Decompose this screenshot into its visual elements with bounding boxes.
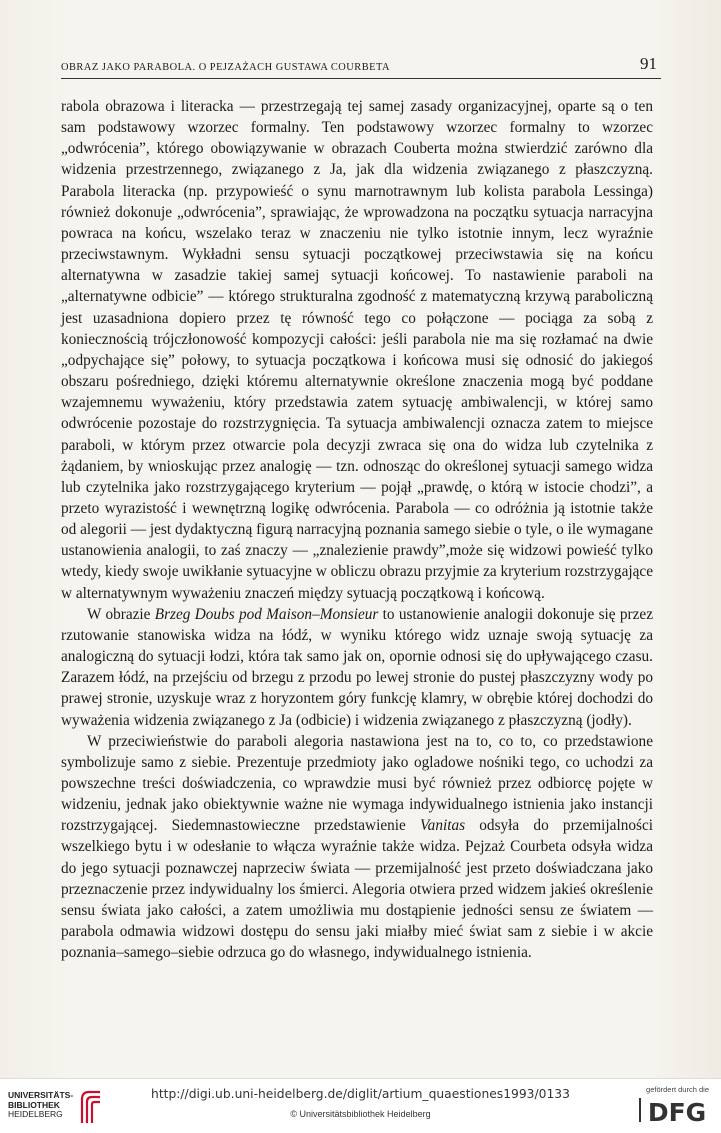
- painting-title: Brzeg Doubs pod Maison–Monsieur: [154, 605, 379, 623]
- page-header: [61, 54, 661, 79]
- funding-note: gefördert durch die: [646, 1085, 709, 1094]
- paragraph-3: [61, 731, 653, 964]
- paragraph-3-rest: odsyła do przemijalności wszelkiego bytu i w odesłanie to włącza wyraźnie także widza. Pejzaż Courbeta odsyła widza do jego sytuacji poznawczej naprzeciw świata — przemijalność jest przeto doświadczana jako przeznaczenie przez indywidualny los śmierci. Alegoria otwiera przed widzem jakieś określenie sensu świata jako całości, a zatem umożliwia mu dostąpienie jedności sensu ze światem — parabola odmawia widzowi dostępu do sensu jaki miałby mieć świat sam z siebie i w akcie poznania–samego–siebie odrzuca go do własnego, indywidualnego istnienia.: [61, 817, 653, 962]
- paragraph-2-lead: W obrazie: [87, 605, 155, 623]
- dfg-logo-bar: [639, 1098, 641, 1122]
- dfg-logo[interactable]: [639, 1095, 711, 1125]
- paragraph-1: rabola obrazowa i literacka — przestrzegają tej samej zasady organizacyjnej, oparte są o ten sam podstawowy wzorzec formalny. Ten podstawowy wzorzec formalny to wzorzec „odwrócenia”, którego obowiązywanie w obrazach Couberta można stwierdzić zarówno dla widzenia przestrzennego, związanego z Ja, jak dla widzenia związanego z płaszczyzną. Parabola literacka (np. przypowieść o synu marnotrawnym lub kolista parabola Lessinga) również dokonuje „odwrócenia”, sprawiając, że wprowadzona na początku sytuacja narracyjna powraca na końcu, wszelako teraz w znaczeniu nie tylko istotnie innym, lecz wyraźnie przeciwstawnym. Wykładni sensu sytuacji początkowej przeciwstawia się na końcu alternatywna w zasadzie takiej samej sytuacji końcowej. To nastawienie paraboli na „alternatywne odbicie” — którego strukturalna zgodność z matematyczną krzywą paraboliczną jest uzasadniona dopiero przez tę równość tego co połączone — pociąga za sobą z koniecznością trójczłonowość kompozycji całości: jeśli parabola nie ma się rozłamać na dwie „odpychające się” połowy, to sytuacja początkowa i końcowa musi się odnosić do jakiegoś obszaru pośredniego, dzięki któremu alternatywnie określone znaczenia mogą być poddane wzajemnemu wyważeniu, który przedstawia zatem sytuację ambiwalencji, w której samo odwrócenie pozostaje do rozstrzygnięcia. Ta sytuacja ambiwalencji oznacza zatem to miejsce paraboli, w którym przez otwarcie pola decyzji zwraca się ona do widza lub czytelnika z żądaniem, by wnioskując przez analogię — tzn. odnosząc do określonej sytuacji samego widza lub czytelnika jako rozstrzygającego kryterium — pojął „prawdę, o którą w istocie chodzi”, a przeto wyrazistość i wewnętrzną logikę odwrócenia. Parabola — co odróżnia ją istotnie także od alegorii — jest dydaktyczną figurą narracyjną poznania samego siebie o tyle, o ile wymagane ustanowienia analogii, to zaś znaczy — „znalezienie prawdy”,może się widzowi powieść tylko wtedy, kiedy swoje uwikłanie sytuacyjne w obliczu obrazu przyjmie za kryterium rozstrzygające w alternatywnym wyważeniu znaczeń między sytuacją początkową i końcową.: [61, 98, 653, 602]
- library-line-2: BIBLIOTHEK: [8, 1099, 60, 1110]
- library-line-1: UNIVERSITÄTS-: [8, 1090, 74, 1100]
- dfg-logo-text: DFG: [647, 1098, 707, 1125]
- digitization-footer: [0, 1078, 721, 1133]
- running-title: OBRAZ JAKO PARABOLA. O PEJZAŻACH GUSTAWA COURBETA: [61, 62, 391, 73]
- source-url-link[interactable]: http://digi.ub.uni-heidelberg.de/diglit/artium_quaestiones1993/0133: [151, 1087, 570, 1101]
- page-number: 91: [640, 54, 657, 73]
- vanitas-term: Vanitas: [420, 817, 466, 835]
- body-text: [61, 96, 653, 963]
- paragraph-3-lead: W przeciwieństwie do paraboli alegoria nastawiona jest na to, co to, co przedstawione symbolizuje samo z siebie. Prezentuje przedmioty jako ogladowe nośniki tego, co uchodzi za powszechne treści doświadczenia, co wprawdzie musi być również przez odbiorcę pojęte w widzeniu, jednak jako obiektywnie ważne nie wymaga indywidualnego istnienia jako instancji rozstrzygającej. Siedemnastowieczne przedstawienie: [61, 732, 653, 835]
- paragraph-2-rest: to ustanowienie analogii dokonuje się przez rzutowanie stanowiska widza na łódź, w wyniku którego widz uznaje swoją sytuację za analogiczną do sytuacji łodzi, która tak samo jak on, opornie odnosi się do upływającego czasu. Zarazem łódź, na przejściu od brzegu z przodu po lewej stronie do pustej płaszczyzny wody po prawej stronie, uzyskuje wraz z horyzontem góry funkcję klamry, w obrębie której dochodzi do wyważenia widzenia związanego z Ja (odbicie) i widzenia związanego z płaszczyzną (jodły).: [61, 605, 653, 729]
- copyright-notice: © Universitätsbibliothek Heidelberg: [290, 1109, 431, 1119]
- paragraph-2: [61, 604, 653, 731]
- library-line-3: HEIDELBERG: [8, 1109, 63, 1119]
